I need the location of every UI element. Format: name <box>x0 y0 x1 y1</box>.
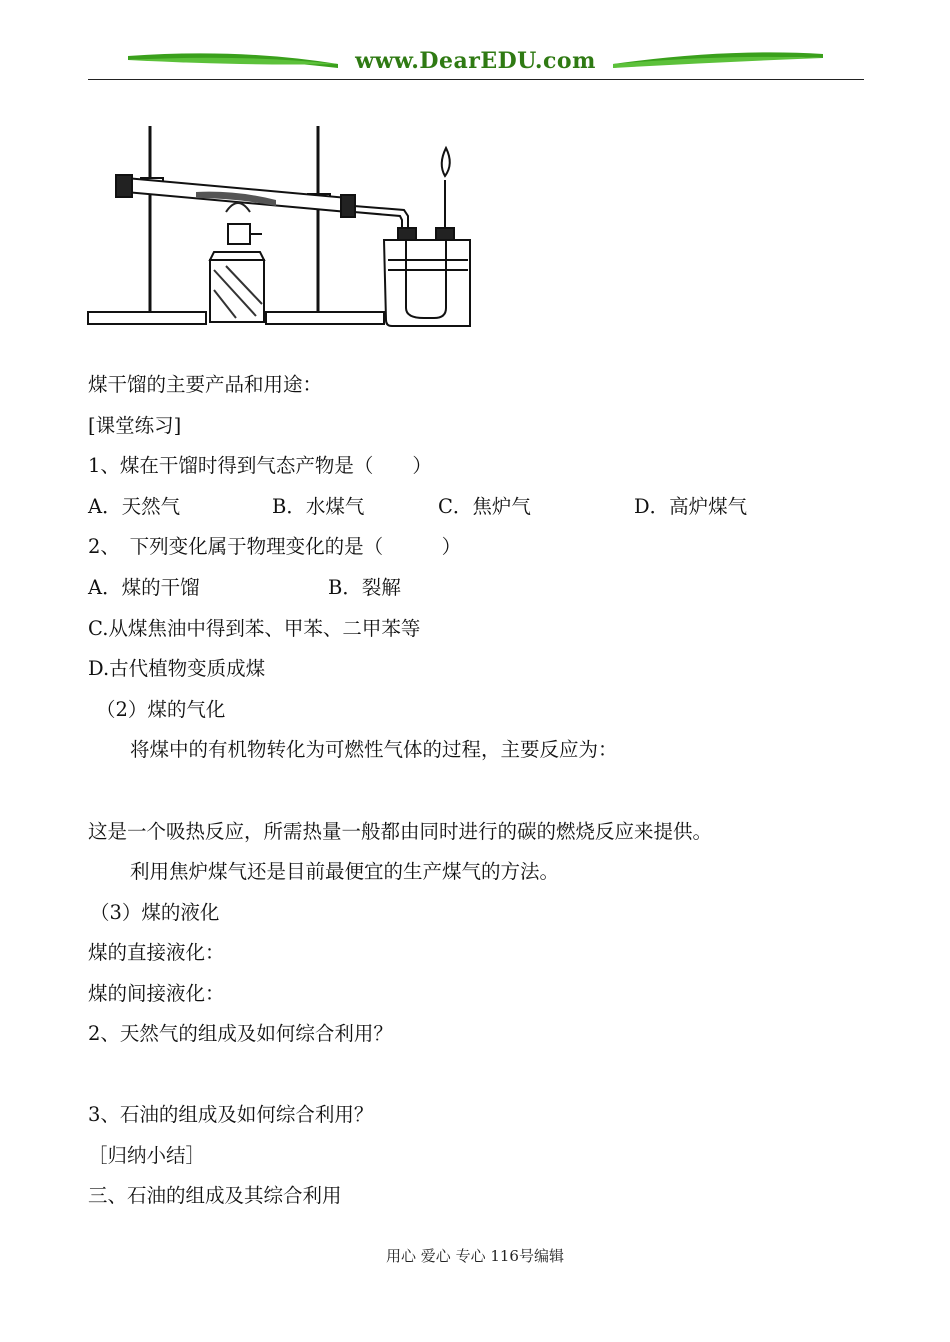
option-d: D.古代植物变质成煤 <box>88 657 266 680</box>
text-line: 3、石油的组成及如何综合利用？ <box>88 1103 374 1126</box>
option-c: C．焦炉气 <box>438 495 531 518</box>
text-line: 2、天然气的组成及如何综合利用？ <box>88 1022 393 1045</box>
option-a: A．天然气 <box>88 495 181 518</box>
question-1-stem: 1、煤在干馏时得到气态产物是（ ） <box>88 454 432 477</box>
text-line: 利用焦炉煤气还是目前最便宜的生产煤气的方法。 <box>130 860 560 883</box>
option-a: A．煤的干馏 <box>88 576 200 599</box>
page-footer: 用心 爱心 专心 116号编辑 <box>386 1247 564 1265</box>
option-c: C.从煤焦油中得到苯、甲苯、二甲苯等 <box>88 617 421 640</box>
page-header <box>88 44 864 80</box>
section-heading: 三、石油的组成及其综合利用 <box>88 1184 342 1207</box>
logo-text: www.DearEDU.com <box>355 48 596 74</box>
text-line: 煤干馏的主要产品和用途： <box>88 373 323 396</box>
header-rule <box>88 79 864 80</box>
text-line: [课堂练习] <box>88 414 182 437</box>
option-d: D．高炉煤气 <box>634 495 748 518</box>
text-line: 将煤中的有机物转化为可燃性气体的过程，主要反应为： <box>130 738 618 761</box>
section-heading: （3）煤的液化 <box>90 901 220 924</box>
text-line: 煤的直接液化： <box>88 941 225 964</box>
section-heading: ［归纳小结］ <box>88 1144 206 1167</box>
option-b: B．裂解 <box>328 576 401 599</box>
text-line: 这是一个吸热反应，所需热量一般都由同时进行的碳的燃烧反应来提供。 <box>88 820 713 843</box>
coal-distillation-apparatus-illustration <box>86 120 478 332</box>
option-b: B．水煤气 <box>272 495 365 518</box>
question-2-stem: 2、 下列变化属于物理变化的是（ ） <box>88 535 462 558</box>
text-line: 煤的间接液化： <box>88 982 225 1005</box>
section-heading: （2）煤的气化 <box>96 698 226 721</box>
